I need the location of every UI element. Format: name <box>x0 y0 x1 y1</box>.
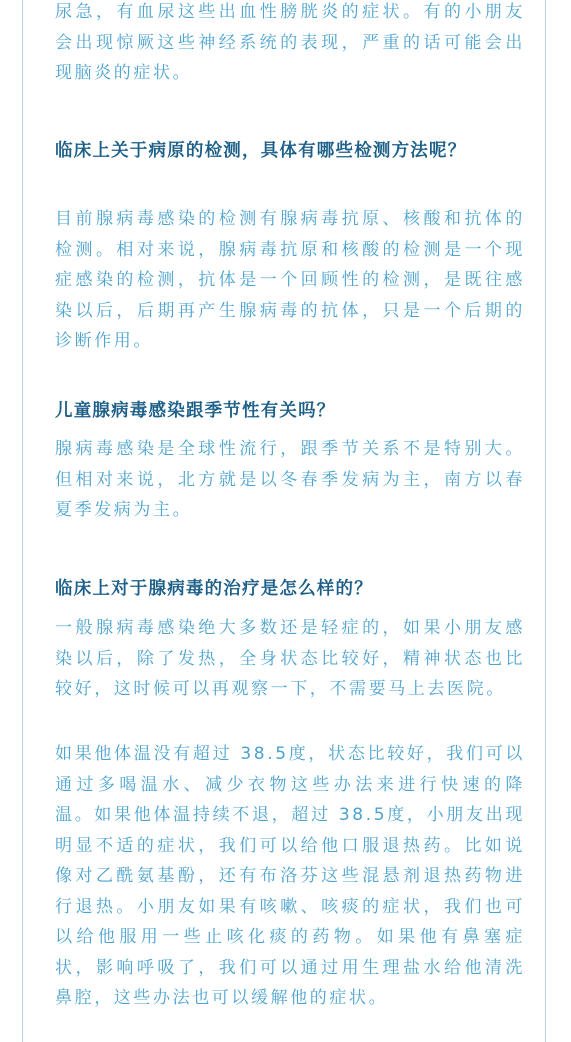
section-season <box>55 396 525 426</box>
section-paragraph: 腺病毒感染是全球性流行，跟季节关系不是特别大。但相对来说，北方就是以冬春季发病为主，南方以春夏季发病为主。 <box>55 439 525 520</box>
section-heading: 儿童腺病毒感染跟季节性有关吗？ <box>55 401 336 421</box>
section-heading: 临床上关于病原的检测，具体有哪些检测方法呢？ <box>55 141 467 161</box>
section-paragraph: 一般腺病毒感染绝大多数还是轻症的，如果小朋友感染以后，除了发热，全身状态比较好，精神状态也比较好，这时候可以再观察一下，不需要马上去医院。 <box>55 618 525 699</box>
section-heading: 临床上对于腺病毒的治疗是怎么样的？ <box>55 579 373 599</box>
section-paragraph: 如果他体温没有超过 38.5度，状态比较好，我们可以通过多喝温水、减少衣物这些办法来进行快速的降温。如果他体温持续不退，超过 38.5度，小朋友出现明显不适的症状，我们可以给他口服退热药。比如说像对乙酰氨基酚，还有布洛芬这些混悬剂退热药物进行退热。小朋友如果有咳嗽、咳痰的症状，我们也可以给他服用一些止咳化痰的药物。如果他有鼻塞症状，影响呼吸了，我们可以通过用生理盐水给他清洗鼻腔，这些办法也可以缓解他的症状。 <box>55 744 525 1008</box>
intro-paragraph: 尿急，有血尿这些出血性膀胱炎的症状。有的小朋友会出现惊厥这些神经系统的表现，严重的话可能会出现脑炎的症状。 <box>55 2 525 83</box>
section-treatment <box>55 574 525 604</box>
section-detection <box>55 136 525 166</box>
section-treatment-body-2 <box>55 739 525 1014</box>
intro-block <box>55 0 525 89</box>
section-treatment-body-1 <box>55 613 525 705</box>
section-paragraph: 目前腺病毒感染的检测有腺病毒抗原、核酸和抗体的检测。相对来说，腺病毒抗原和核酸的检测是一个现症感染的检测，抗体是一个回顾性的检测，是既往感染以后，后期再产生腺病毒的抗体，只是一个后期的诊断作用。 <box>55 209 525 351</box>
section-detection-body <box>55 204 525 357</box>
section-season-body <box>55 434 525 526</box>
